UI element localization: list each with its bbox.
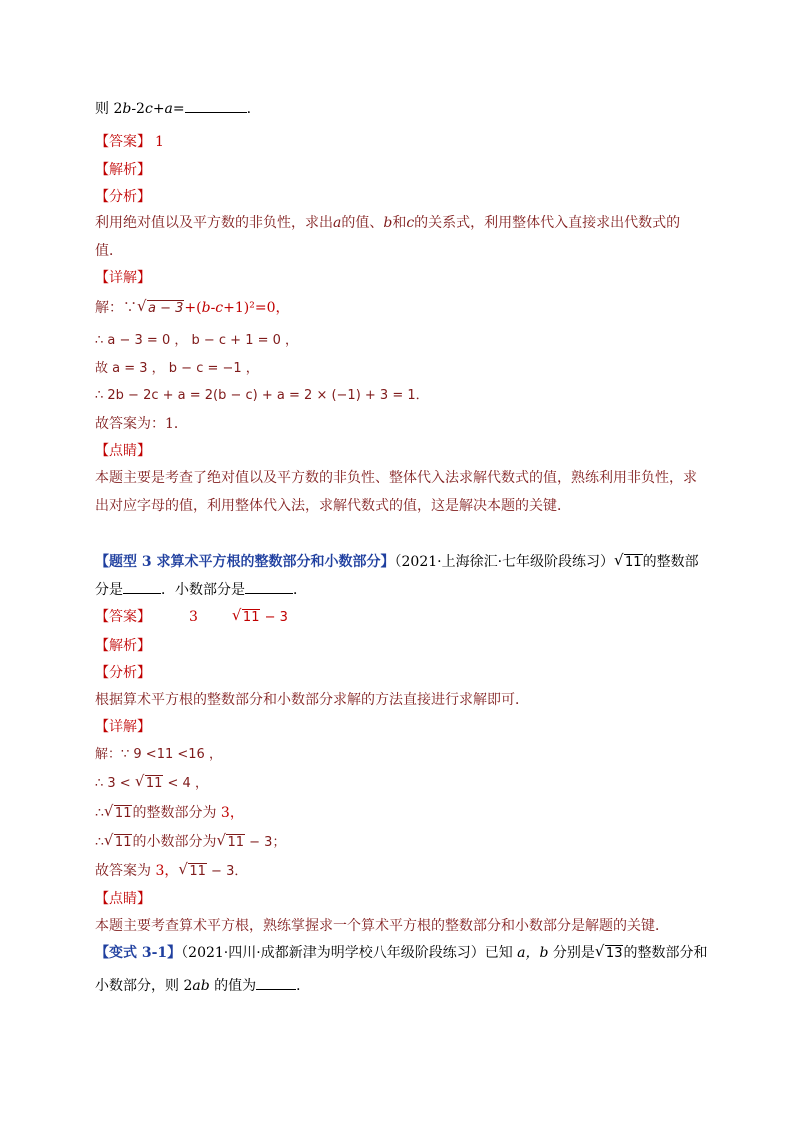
var-b: b (122, 101, 132, 117)
sqrt-11: √ 11 (103, 802, 132, 821)
text: 的值为 (209, 978, 257, 994)
answer-blank (185, 98, 247, 113)
text: a， (512, 945, 540, 961)
sqrt-11: √ 11 (216, 831, 245, 850)
text: + (152, 101, 165, 117)
text: ∴ (95, 834, 104, 850)
solution3-line-5 (95, 861, 247, 882)
sqrt-11: √ 11 (178, 860, 206, 879)
text: ab (192, 978, 210, 994)
solution3-line-2 (95, 774, 208, 794)
var-b: b (383, 215, 393, 231)
text: 的关系式，利用整体代入直接求出代数式的 (414, 215, 681, 231)
solution3-line-1: 解：∵ 9 <11 <16 ， (95, 747, 222, 762)
sqrt-expression: √ a − 3 (137, 297, 184, 316)
text: 解：∵ (95, 300, 137, 316)
question-source: （2021·上海徐汇·七年级阶段练习） (394, 554, 615, 570)
dianjing-text-3: 本题主要考查算术平方根，熟练掌握求一个算术平方根的整数部分和小数部分是解题的关键． (95, 918, 669, 934)
answer-blank (256, 975, 296, 990)
text: 故答案为 (95, 863, 151, 879)
text: − 3 (260, 610, 288, 625)
variant-3-1-line-2 (95, 975, 310, 996)
fenxi-label-3: 【分析】 (95, 665, 151, 681)
answer-value-1: 3 (189, 609, 198, 625)
var-c: c (144, 101, 153, 117)
dianjing-label: 【点睛】 (95, 443, 151, 459)
xiangjie-label-3: 【详解】 (95, 719, 151, 735)
solution-line-5: 故答案为：1． (95, 416, 188, 432)
text: . (246, 101, 252, 117)
answer-row (95, 132, 164, 152)
text: 的小数部分为 (132, 834, 217, 850)
sqrt-11: √ 11 (103, 831, 132, 850)
text: − 3． (206, 864, 248, 879)
xiangjie-label: 【详解】 (95, 270, 151, 286)
dianjing-text-1: 本题主要是考查了绝对值以及平方数的非负性、整体代入法求解代数式的值，熟练利用非负性，求 (95, 470, 697, 486)
var-a: a (333, 215, 342, 231)
solution-line-3: 故 a = 3 ， b − c = −1 ， (95, 361, 259, 376)
text: 则 2 (95, 101, 123, 117)
question-tail (95, 98, 251, 119)
text: b (539, 945, 549, 961)
text: ． (296, 978, 311, 994)
text: 3， (216, 805, 244, 821)
text: ∴ (95, 805, 104, 821)
sqrt-11: √ 11 (134, 772, 163, 791)
solution-line-2: ∴ a − 3 = 0 ， b − c + 1 = 0 ， (95, 333, 299, 348)
var-a: a (164, 101, 173, 117)
text: +( (184, 300, 202, 316)
text: ∴ 3 < (95, 776, 135, 791)
text: < 4 ， (163, 776, 208, 791)
solution-line-1 (95, 298, 290, 319)
text: 小数部分，则 2 (95, 978, 193, 994)
text: 的整数部分和 (623, 945, 708, 961)
question-type-tag: 【题型 3 求算术平方根的整数部分和小数部分】 (95, 554, 395, 570)
variant-tag: 【变式 3-1】 (95, 945, 182, 961)
fenxi-text (95, 213, 680, 233)
text: 3， (151, 863, 179, 879)
sqrt-13: √ 13 (594, 942, 623, 961)
text: ． (293, 582, 307, 598)
text: b-c (201, 300, 224, 316)
solution-line-4: ∴ 2b − 2c + a = 2(b − c) + a = 2 × (−1) + 3 = 1． (95, 388, 429, 403)
text: 分别是 (548, 945, 595, 961)
var-c: c (406, 215, 415, 231)
dianjing-text-2: 出对应字母的值，利用整体代入法，求解代数式的值，这是解决本题的关键． (95, 498, 571, 514)
fenxi-text-line2: 值． (95, 243, 123, 259)
text: 和 (392, 215, 407, 231)
jiexi-label-3: 【解析】 (95, 638, 151, 654)
text: -2 (131, 101, 145, 117)
answer-value: 1 (155, 134, 164, 150)
text: = (172, 101, 185, 117)
solution3-line-3 (95, 803, 244, 824)
fenxi-text-3: 根据算术平方根的整数部分和小数部分求解的方法直接进行求解即可． (95, 692, 529, 708)
text: 的整数部 (642, 554, 699, 570)
question-3-line-1 (95, 552, 699, 573)
answer-blank-1 (123, 579, 161, 594)
answer-blank-2 (245, 579, 293, 594)
answer-row-3 (95, 607, 288, 628)
text: − 3； (245, 835, 286, 850)
question-3-line-2 (95, 579, 307, 600)
text: 利用绝对值以及平方数的非负性，求出 (95, 215, 333, 231)
variant-3-1-line-1 (95, 943, 707, 964)
variant-source: （2021·四川·成都新津为明学校八年级阶段练习）已知 (181, 945, 513, 961)
answer-label: 【答案】 (95, 609, 151, 625)
text: +1)²=0， (223, 300, 290, 316)
answer-label: 【答案】 (95, 134, 151, 150)
jiexi-label: 【解析】 (95, 162, 151, 178)
dianjing-label-3: 【点睛】 (95, 891, 151, 907)
text: 分是 (95, 582, 123, 598)
solution3-line-4 (95, 832, 285, 853)
answer-value-2: √ 11 (231, 606, 260, 625)
text: 的整数部分为 (132, 805, 217, 821)
text: 的值、 (341, 215, 384, 231)
fenxi-label: 【分析】 (95, 189, 151, 205)
text: ．小数部分是 (161, 582, 245, 598)
sqrt-11: √ 11 (614, 551, 642, 570)
